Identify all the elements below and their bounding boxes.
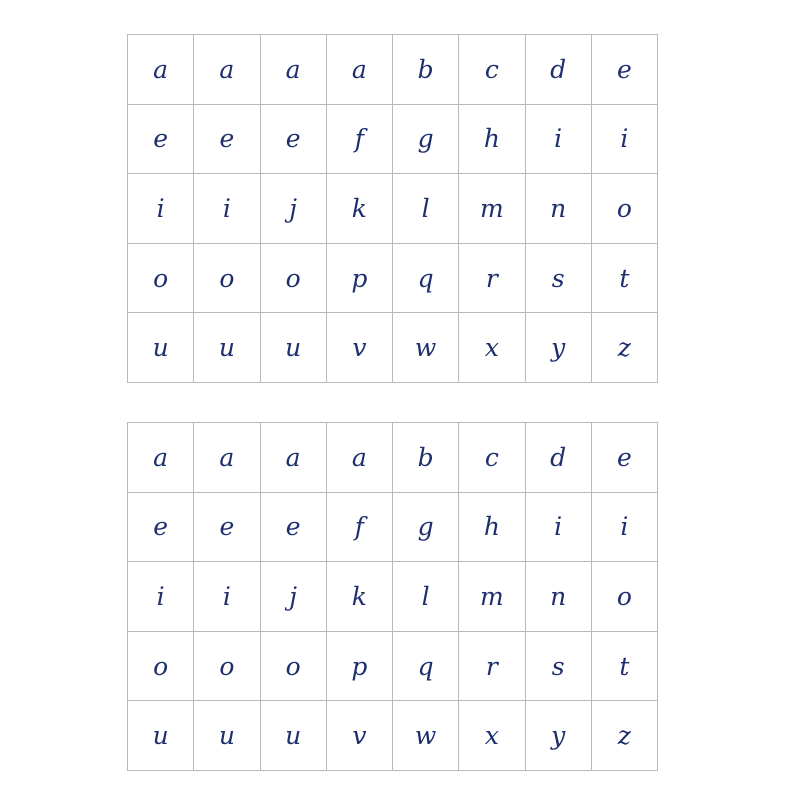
letter-cell: d (526, 423, 592, 493)
letter-cell: a (327, 423, 393, 493)
letter-cell: i (526, 493, 592, 563)
letter-cell: o (194, 632, 260, 702)
letter-cell: a (128, 35, 194, 105)
letter-cell: u (261, 701, 327, 771)
letter-cell: i (194, 174, 260, 244)
letter-cell: c (459, 35, 525, 105)
letter-cell: a (194, 35, 260, 105)
letter-cell: n (526, 174, 592, 244)
letter-cell: u (128, 313, 194, 383)
letter-cell: i (592, 493, 658, 563)
letter-cell: p (327, 244, 393, 314)
letter-cell: w (393, 701, 459, 771)
letter-cell: n (526, 562, 592, 632)
letter-cell: o (128, 244, 194, 314)
letter-cell: q (393, 632, 459, 702)
letter-cell: k (327, 562, 393, 632)
letter-cell: u (194, 313, 260, 383)
letter-cell: a (261, 423, 327, 493)
letter-cell: e (194, 493, 260, 563)
letter-cell: o (592, 174, 658, 244)
letter-grid-bottom (127, 422, 658, 771)
letter-cell: k (327, 174, 393, 244)
letter-cell: b (393, 35, 459, 105)
letter-cell: x (459, 701, 525, 771)
letter-grid-top (127, 34, 658, 383)
letter-cell: d (526, 35, 592, 105)
letter-cell: a (128, 423, 194, 493)
letter-cell: c (459, 423, 525, 493)
letter-cell: y (526, 313, 592, 383)
letter-cell: i (128, 174, 194, 244)
letter-cell: s (526, 632, 592, 702)
letter-cell: h (459, 493, 525, 563)
letter-cell: y (526, 701, 592, 771)
letter-cell: m (459, 562, 525, 632)
letter-cell: u (261, 313, 327, 383)
letter-cell: i (128, 562, 194, 632)
letter-cell: j (261, 562, 327, 632)
letter-cell: s (526, 244, 592, 314)
letter-cell: v (327, 313, 393, 383)
letter-cell: o (128, 632, 194, 702)
letter-cell: x (459, 313, 525, 383)
letter-cell: f (327, 493, 393, 563)
letter-cell: e (592, 423, 658, 493)
letter-cell: o (261, 632, 327, 702)
letter-cell: i (194, 562, 260, 632)
letter-cell: r (459, 632, 525, 702)
letter-cell: t (592, 632, 658, 702)
letter-cell: u (194, 701, 260, 771)
letter-cell: v (327, 701, 393, 771)
letter-cell: b (393, 423, 459, 493)
letter-cell: g (393, 493, 459, 563)
letter-cell: m (459, 174, 525, 244)
letter-cell: r (459, 244, 525, 314)
letter-cell: u (128, 701, 194, 771)
letter-cell: o (194, 244, 260, 314)
letter-cell: j (261, 174, 327, 244)
letter-cell: i (592, 105, 658, 175)
letter-cell: t (592, 244, 658, 314)
letter-cell: e (194, 105, 260, 175)
letter-cell: l (393, 562, 459, 632)
letter-cell: e (128, 105, 194, 175)
letter-cell: g (393, 105, 459, 175)
letter-cell: p (327, 632, 393, 702)
letter-cell: a (194, 423, 260, 493)
letter-cell: h (459, 105, 525, 175)
letter-cell: z (592, 313, 658, 383)
letter-cell: i (526, 105, 592, 175)
letter-cell: a (327, 35, 393, 105)
letter-cell: e (128, 493, 194, 563)
letter-cell: o (592, 562, 658, 632)
letter-cell: e (261, 493, 327, 563)
letter-cell: q (393, 244, 459, 314)
letter-cell: z (592, 701, 658, 771)
letter-cell: l (393, 174, 459, 244)
letter-cell: w (393, 313, 459, 383)
letter-cell: a (261, 35, 327, 105)
letter-cell: e (261, 105, 327, 175)
letter-cell: f (327, 105, 393, 175)
letter-cell: e (592, 35, 658, 105)
letter-cell: o (261, 244, 327, 314)
